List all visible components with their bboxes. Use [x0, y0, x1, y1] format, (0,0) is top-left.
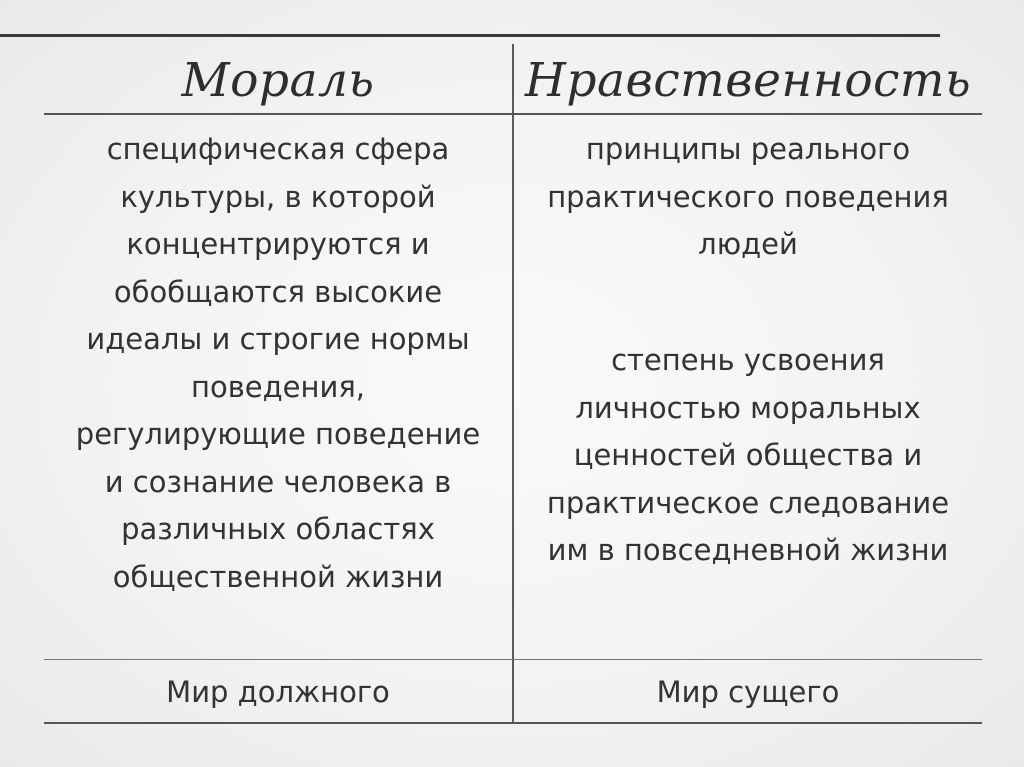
text-line: личностью моральных: [575, 390, 921, 425]
text-line: практического поведения: [547, 179, 949, 214]
footer-world-of-ought: Мир должного: [166, 675, 390, 709]
text-line: концентрируются и: [126, 227, 430, 261]
text-line: поведения,: [191, 369, 365, 404]
text-line: принципы реального: [585, 132, 911, 166]
text-line: специфическая сфера: [106, 132, 450, 166]
text-line: степень усвоения: [611, 343, 885, 377]
ethics-definition-1: [514, 126, 982, 269]
top-rule: [0, 34, 940, 37]
footer-world-of-being: Мир сущего: [656, 675, 840, 709]
ethics-definition-2: [514, 337, 982, 575]
text-line: ценностей общества и: [573, 438, 923, 472]
text-line: обобщаются высокие: [113, 274, 443, 309]
morality-definition: [44, 126, 512, 601]
text-line: практическое следование: [546, 485, 950, 520]
text-line: и сознание человека в: [104, 464, 452, 499]
text-line: им в повседневной жизни: [547, 533, 949, 567]
header-morality: Мораль: [181, 52, 375, 108]
text-line: общественной жизни: [112, 559, 444, 594]
header-rule: [44, 113, 982, 115]
text-line: различных областях: [121, 512, 435, 546]
footer-rule: [44, 659, 982, 660]
text-line: культуры, в которой: [120, 179, 436, 214]
text-line: людей: [698, 227, 798, 261]
text-line: идеалы и строгие нормы: [86, 322, 470, 356]
bottom-rule: [44, 722, 982, 724]
header-ethics: Нравственность: [524, 52, 972, 108]
text-line: регулирующие поведение: [75, 417, 481, 451]
